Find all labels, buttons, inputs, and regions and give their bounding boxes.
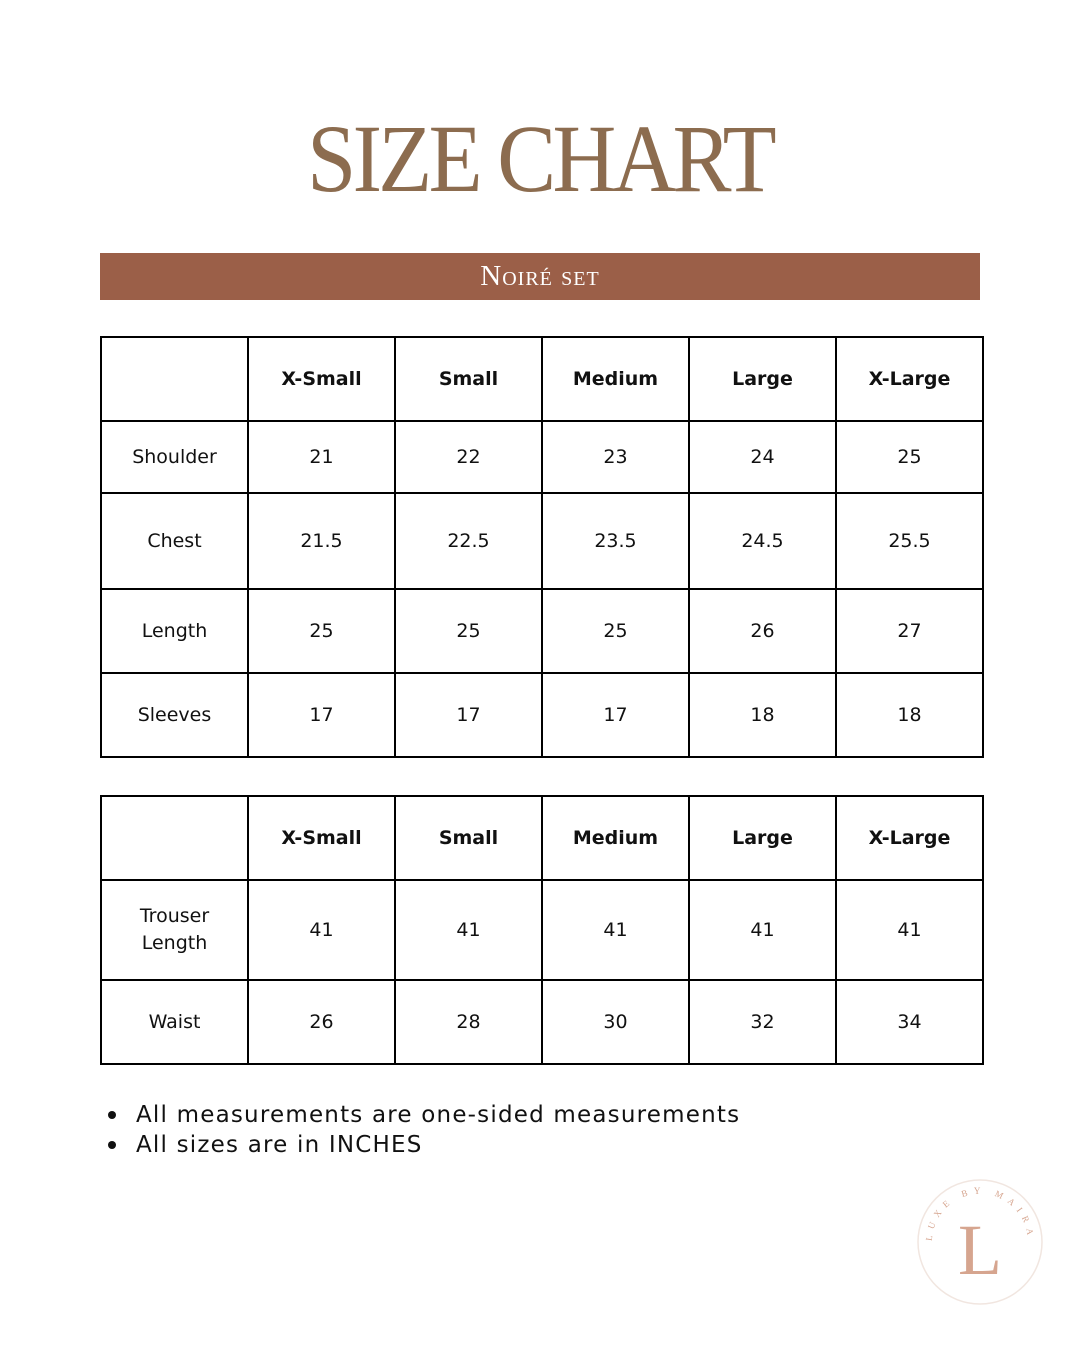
table-cell: 22.5: [395, 493, 542, 589]
table-cell: 22: [395, 421, 542, 493]
table-cell: 23: [542, 421, 689, 493]
logo-letter: L: [958, 1210, 1002, 1290]
header-empty-cell: [101, 796, 248, 880]
row-label: Shoulder: [101, 421, 248, 493]
product-name-banner: [100, 253, 980, 300]
header-size: Large: [689, 796, 836, 880]
header-size: X-Small: [248, 337, 395, 421]
header-size: X-Large: [836, 796, 983, 880]
table-row: [101, 880, 983, 980]
header-size: Medium: [542, 796, 689, 880]
table-cell: 34: [836, 980, 983, 1064]
top-measurements-table: [100, 336, 984, 758]
table-cell: 25: [542, 589, 689, 673]
table-cell: 30: [542, 980, 689, 1064]
table-cell: 18: [836, 673, 983, 757]
table-cell: 41: [689, 880, 836, 980]
table-cell: 17: [248, 673, 395, 757]
table-cell: 25: [248, 589, 395, 673]
list-item: [108, 1100, 740, 1130]
bullet-icon: [108, 1141, 116, 1149]
header-size: X-Large: [836, 337, 983, 421]
table-cell: 25: [395, 589, 542, 673]
row-label: Trouser Length: [101, 880, 248, 980]
header-size: X-Small: [248, 796, 395, 880]
table-row: [101, 673, 983, 757]
table-cell: 41: [248, 880, 395, 980]
list-item: [108, 1130, 740, 1160]
brand-logo: [910, 1172, 1050, 1312]
table-cell: 21: [248, 421, 395, 493]
note-text: All measurements are one-sided measurements: [136, 1102, 741, 1128]
table-cell: 41: [542, 880, 689, 980]
header-size: Small: [395, 337, 542, 421]
note-text: All sizes are in INCHES: [136, 1132, 423, 1158]
product-name: Noiré set: [480, 260, 600, 292]
table-cell: 24: [689, 421, 836, 493]
header-size: Small: [395, 796, 542, 880]
table-cell: 27: [836, 589, 983, 673]
bottom-measurements-table: [100, 795, 984, 1065]
table-header-row: [101, 796, 983, 880]
table-header-row: [101, 337, 983, 421]
table-cell: 32: [689, 980, 836, 1064]
table-row: [101, 589, 983, 673]
row-label: Length: [101, 589, 248, 673]
table-cell: 26: [248, 980, 395, 1064]
table-cell: 28: [395, 980, 542, 1064]
row-label: Sleeves: [101, 673, 248, 757]
table-cell: 21.5: [248, 493, 395, 589]
table-cell: 26: [689, 589, 836, 673]
table-cell: 18: [689, 673, 836, 757]
table-cell: 41: [395, 880, 542, 980]
table-row: [101, 421, 983, 493]
row-label: Waist: [101, 980, 248, 1064]
table-cell: 25.5: [836, 493, 983, 589]
header-empty-cell: [101, 337, 248, 421]
table-row: [101, 493, 983, 589]
bullet-icon: [108, 1111, 116, 1119]
table-cell: 17: [542, 673, 689, 757]
table-cell: 41: [836, 880, 983, 980]
logo-ring-text: LUXE BY MAIRA: [923, 1185, 1037, 1242]
table-cell: 23.5: [542, 493, 689, 589]
table-cell: 25: [836, 421, 983, 493]
header-size: Large: [689, 337, 836, 421]
table-cell: 17: [395, 673, 542, 757]
notes-list: [108, 1100, 740, 1160]
row-label: Chest: [101, 493, 248, 589]
header-size: Medium: [542, 337, 689, 421]
table-cell: 24.5: [689, 493, 836, 589]
page-title: SIZE CHART: [307, 105, 773, 212]
table-row: [101, 980, 983, 1064]
